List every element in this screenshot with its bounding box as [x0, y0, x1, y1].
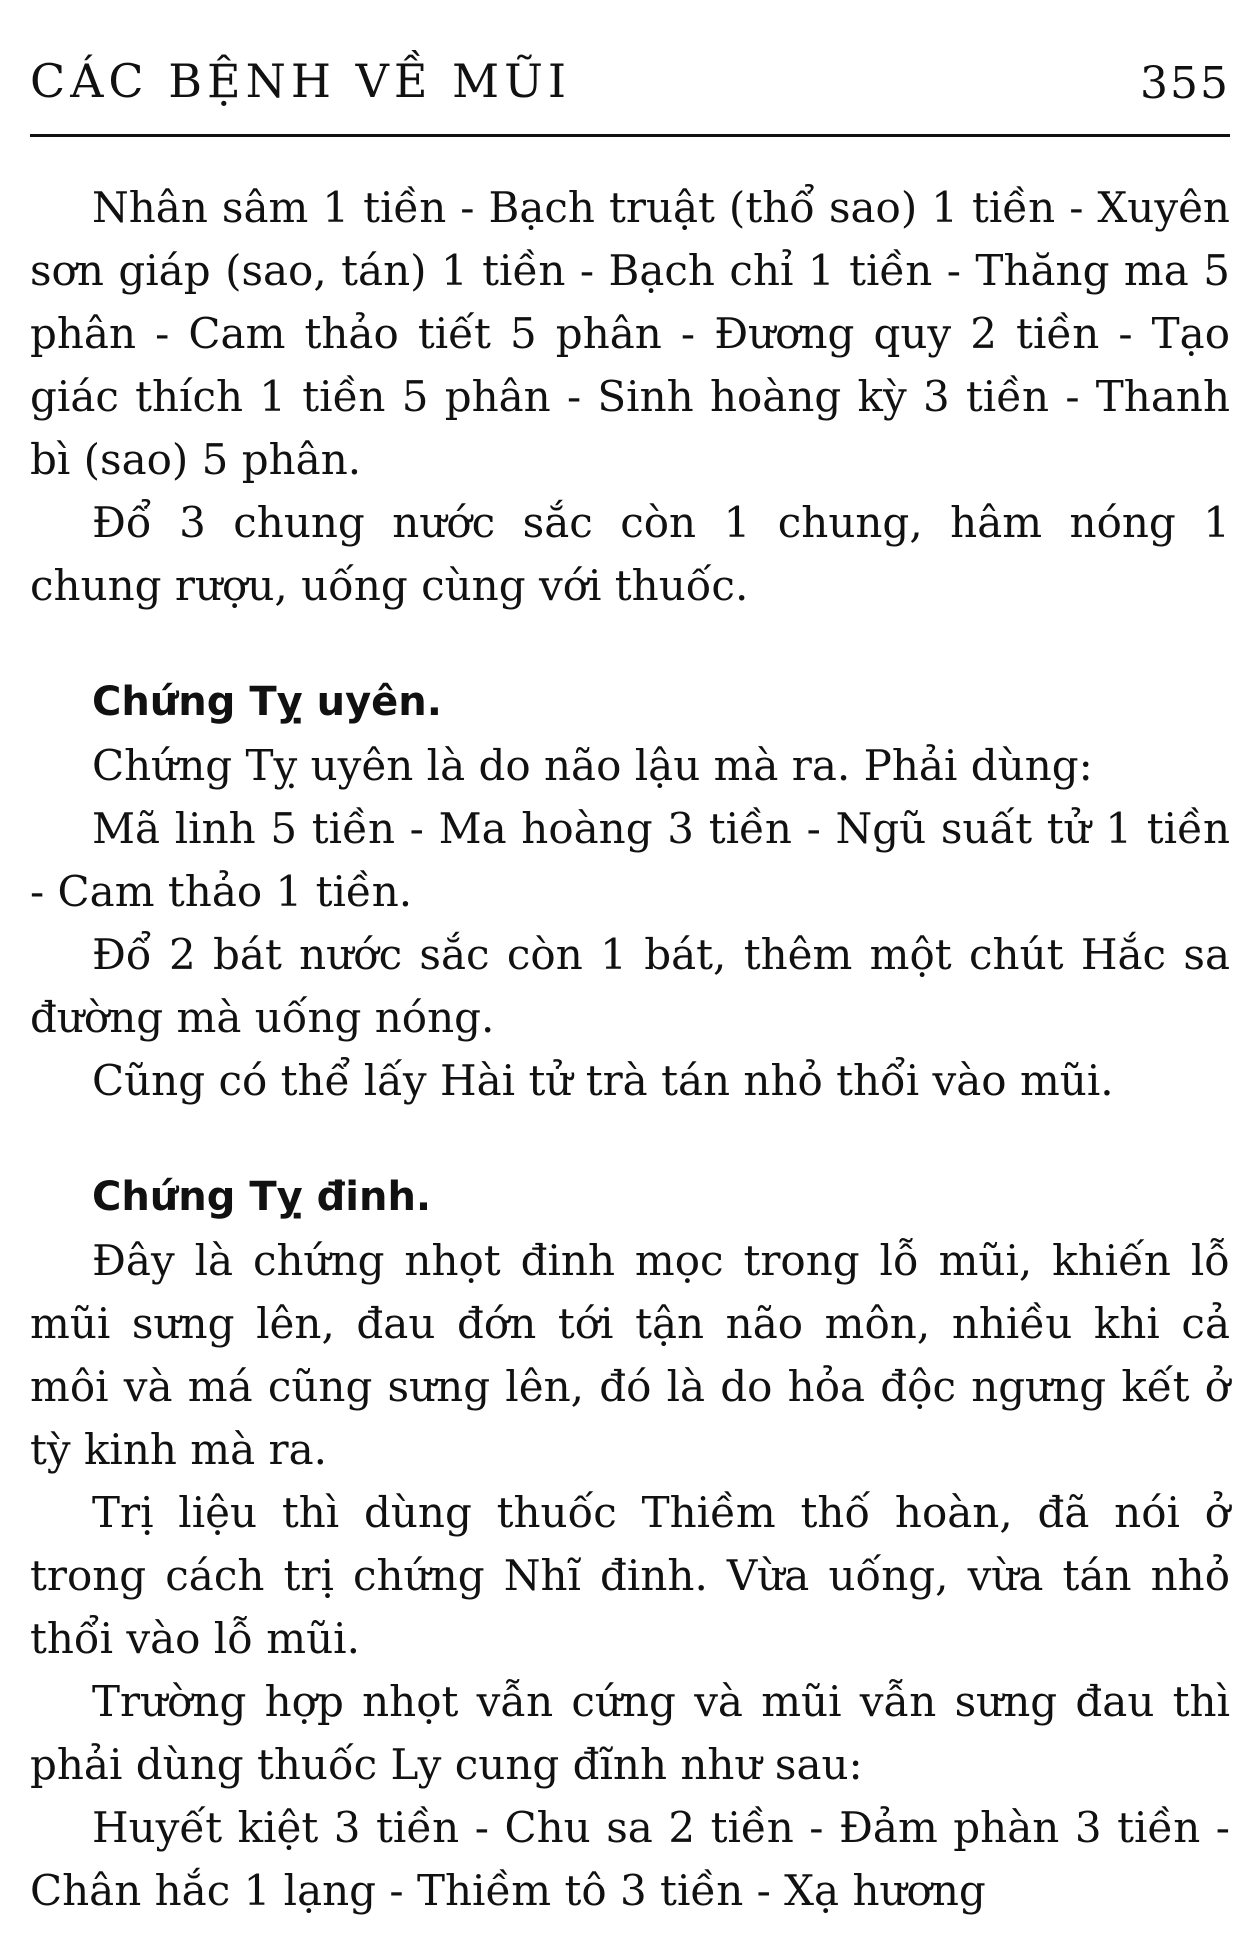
paragraph-ty-dinh-treatment: Trị liệu thì dùng thuốc Thiềm thố hoàn, đã nói ở trong cách trị chứng Nhĩ đinh. Vừa uống, vừa tán nhỏ thổi vào lỗ mũi.: [30, 1488, 1230, 1663]
header-rule: [30, 134, 1230, 137]
page-body: [30, 176, 1230, 1922]
paragraph-ty-uyen-cause: Chứng Tỵ uyên là do não lậu mà ra. Phải dùng:: [92, 741, 1093, 790]
paragraph-ty-uyen-ingredients: Mã linh 5 tiền - Ma hoàng 3 tiền - Ngũ suất tử 1 tiền - Cam thảo 1 tiền.: [30, 804, 1230, 916]
paragraph-ingredients: Nhân sâm 1 tiền - Bạch truật (thổ sao) 1 tiền - Xuyên sơn giáp (sao, tán) 1 tiền - Bạch chỉ 1 tiền - Thăng ma 5 phân - Cam thảo tiết 5 phân - Đương quy 2 tiền - Tạo giác thích 1 tiền 5 phân - Sinh hoàng kỳ 3 tiền - Thanh bì (sao) 5 phân.: [30, 183, 1230, 484]
paragraph-ly-cung-dinh-ingredients: Huyết kiệt 3 tiền - Chu sa 2 tiền - Đảm phàn 3 tiền - Chân hắc 1 lạng - Thiềm tô 3 tiền - Xạ hương: [30, 1803, 1230, 1915]
page-number: 355: [1140, 58, 1230, 109]
section-heading-ty-uyen: Chứng Tỵ uyên.: [92, 679, 442, 725]
section-gap: [30, 1112, 1230, 1166]
section-heading-ty-dinh: Chứng Tỵ đinh.: [92, 1174, 432, 1220]
paragraph-ty-dinh-description: Đây là chứng nhọt đinh mọc trong lỗ mũi, khiến lỗ mũi sưng lên, đau đớn tới tận não môn, nhiều khi cả môi và má cũng sưng lên, đó là do hỏa độc ngưng kết ở tỳ kinh mà ra.: [30, 1236, 1230, 1474]
section-gap: [30, 617, 1230, 671]
paragraph-ty-uyen-preparation: Đổ 2 bát nước sắc còn 1 bát, thêm một chút Hắc sa đường mà uống nóng.: [30, 930, 1230, 1042]
page-header: [30, 48, 1230, 118]
running-title: CÁC BỆNH VỀ MŨI: [30, 54, 572, 108]
book-page: [30, 0, 1230, 1952]
paragraph-preparation: Đổ 3 chung nước sắc còn 1 chung, hâm nóng 1 chung rượu, uống cùng với thuốc.: [30, 498, 1230, 610]
paragraph-ty-dinh-persistent: Trường hợp nhọt vẫn cứng và mũi vẫn sưng đau thì phải dùng thuốc Ly cung đĩnh như sau:: [30, 1677, 1230, 1789]
paragraph-ty-uyen-alternative: Cũng có thể lấy Hài tử trà tán nhỏ thổi vào mũi.: [92, 1056, 1114, 1105]
